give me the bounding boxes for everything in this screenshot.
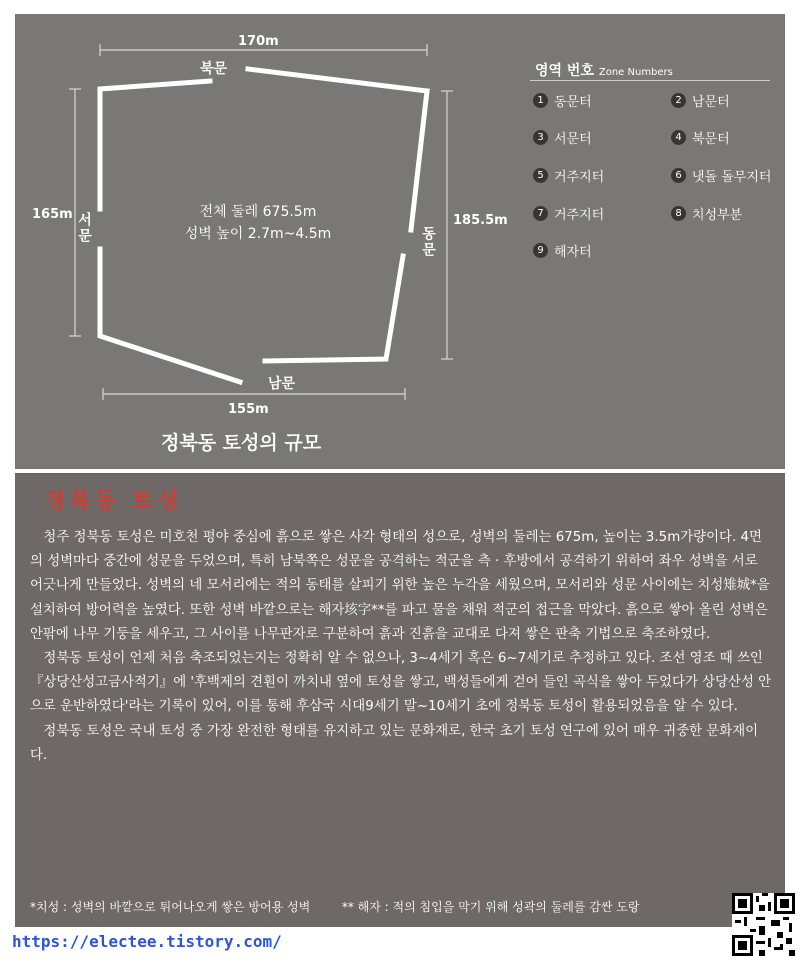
fortress-wall-diagram [15,14,785,469]
left-dimension: 165m [32,207,73,222]
zone-label: 해자터 [554,245,592,260]
content-title: 정북동 토성 [44,489,182,514]
zone-number-badge: 6 [671,168,686,183]
zone-item [533,204,604,223]
zone-label: 냇돌 돌무지터 [692,170,772,185]
zone-number-badge: 8 [671,206,686,221]
zone-label: 서문터 [554,132,592,147]
zone-legend-divider [530,80,770,81]
zone-label: 동문터 [554,95,592,110]
footnote-haeja: ** 해자 : 적의 침입을 막기 위해 성곽의 둘레를 감싼 도랑 [341,900,640,914]
zone-label: 거주지터 [554,208,605,223]
zone-title-en: Zone Numbers [598,67,673,78]
description-body [30,526,774,768]
zone-label: 남문터 [692,95,730,110]
fortress-stats [168,201,348,245]
blog-url-link[interactable]: https://electee.tistory.com/ [12,932,282,951]
footnotes [30,898,639,915]
footnote-chiseong: *치성 : 성벽의 바깥으로 튀어나오게 쌓은 방어용 성벽 [30,900,311,914]
paragraph-1: 청주 정북동 토성은 미호천 평야 중심에 흙으로 쌓은 사각 형태의 성으로, 성벽의 둘레는 675m, 높이는 3.5m가량이다. 4면의 성벽마다 중간에 성문을 두었으며, 특히 남북쪽은 성문을 공격하는 적군을 측 · 후방에서 공격하기 위하여 좌우 성벽을 서로 어긋나게 만들었다. 성벽의 네 모서리에는 적의 동태를 살피기 위한 높은 누각을 세웠으며, 모서리와 성문 사이에는 치성雉城*을 설치하여 방어력을 높였다. 또한 성벽 바깥으로는 해자垓字**를 파고 물을 채워 적군의 접근을 막았다. 흙으로 쌓아 올린 성벽은 안팎에 나무 기둥을 세우고, 그 사이를 나무판자로 구분하여 흙과 진흙을 교대로 다져 쌓은 판축 기법으로 축조하였다. [30,530,770,642]
zone-item [533,128,592,147]
zone-number-badge: 7 [533,206,548,221]
zone-label: 거주지터 [554,170,605,185]
qr-code-icon [732,893,795,956]
right-dimension: 185.5m [453,213,508,228]
zone-item [671,91,730,110]
zone-item [533,166,604,185]
zone-title-ko: 영역 번호 [535,63,594,79]
zone-number-badge: 5 [533,168,548,183]
bottom-dimension: 155m [228,402,269,417]
zone-label: 치성부분 [692,208,743,223]
east-gate-label: 동문 [420,226,436,258]
zone-label: 북문터 [692,132,730,147]
diagram-title: 정북동 토성의 규모 [161,432,322,454]
west-gate-label: 서문 [76,212,92,244]
zone-number-badge: 2 [671,93,686,108]
perimeter-text: 전체 둘레 675.5m [199,204,317,220]
zone-legend-title [535,60,673,80]
zone-number-badge: 3 [533,130,548,145]
zone-number-badge: 1 [533,93,548,108]
zone-item [533,241,592,260]
zone-number-badge: 4 [671,130,686,145]
north-gate-label: 북문 [200,61,228,77]
paragraph-2: 정북동 토성이 언제 처음 축조되었는지는 정확히 알 수 없으나, 3~4세기 혹은 6~7세기로 추정하고 있다. 조선 영조 때 쓰인 『상당산성고금사적기』에 '후백제의 견훤이 까치내 옆에 토성을 쌓고, 백성들에게 걷어 들인 곡식을 쌓아 두었다가 상당산성 안으로 운반하였다'라는 기록이 있어, 이를 통해 후삼국 시대9세기 말~10세기 초에 정북동 토성이 활용되었음을 알 수 있다. [30,651,772,715]
zone-item [671,128,730,147]
zone-item [671,166,771,185]
zone-number-badge: 9 [533,243,548,258]
top-dimension: 170m [238,34,279,49]
zone-item [671,204,742,223]
south-gate-label: 남문 [268,376,296,392]
paragraph-3: 정북동 토성은 국내 토성 중 가장 완전한 형태를 유지하고 있는 문화재로, 한국 초기 토성 연구에 있어 매우 귀중한 문화재이다. [30,723,759,763]
zone-item [533,91,592,110]
wall-height-text: 성벽 높이 2.7m~4.5m [184,226,332,242]
